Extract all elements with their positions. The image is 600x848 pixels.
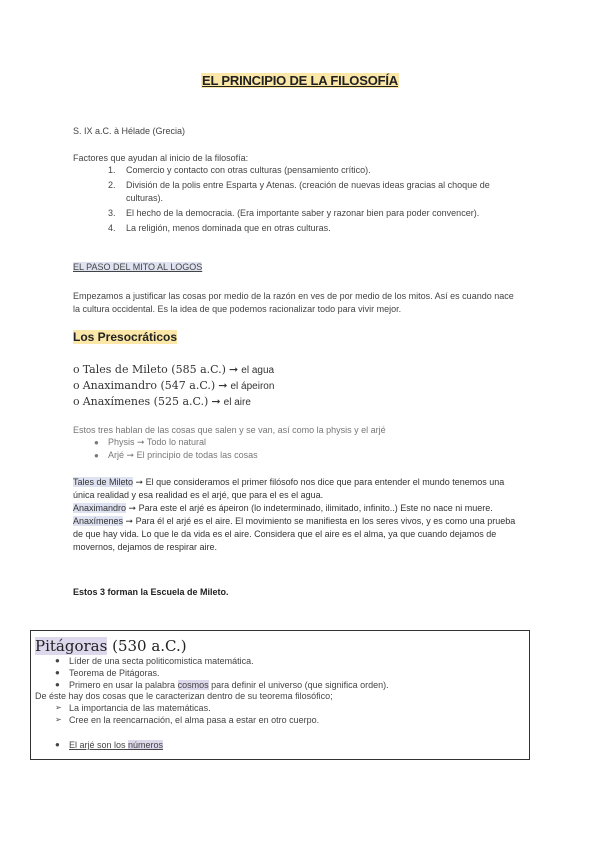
pitagoras-heading: Pitágoras (530 a.C.) bbox=[35, 637, 187, 655]
list-item: ● El arjé son los números bbox=[55, 740, 164, 750]
list-item: ● Physis ➞ Todo lo natural bbox=[94, 437, 206, 447]
list-item: o Tales de Mileto (585 a.C.) ➞ el agua bbox=[73, 363, 275, 376]
mito-logos-text: Empezamos a justificar las cosas por medio de la razón en ves de por medio de los mitos. Así es cuando nace la cultura occidental. Es la idea de que podemos racionalizar todo para vivir mejor. bbox=[73, 291, 514, 314]
section-heading-mito-logos: EL PASO DEL MITO AL LOGOS bbox=[73, 262, 203, 272]
date-line: S. IX a.C. à Hélade (Grecia) bbox=[73, 126, 186, 136]
pitagoras-subintro: De éste hay dos cosas que le caracterizan dentro de su teorema filosófico; bbox=[35, 691, 333, 701]
list-item: 4. La religión, menos dominada que en otras culturas. bbox=[108, 223, 331, 233]
tales-paragraph: Tales de Mileto ➞ El que consideramos el primer filósofo nos dice que para entender el mundo tenemos una única realidad y esa realidad es el arjé, que para el es el agua. bbox=[73, 477, 505, 500]
list-item: ● Líder de una secta politicomistica matemática. bbox=[55, 656, 254, 666]
page-title: EL PRINCIPIO DE LA FILOSOFÍA bbox=[202, 73, 398, 88]
presocraticos-list bbox=[73, 362, 274, 410]
list-item: 2. División de la polis entre Esparta y Atenas. (creación de nuevas ideas gracias al choque de culturas). bbox=[108, 180, 490, 203]
list-item: ● Primero en usar la palabra cosmos para definir el universo (que significa orden). bbox=[55, 680, 389, 690]
pitagoras-last bbox=[53, 739, 163, 751]
anaximenes-paragraph: Anaxímenes ➞ Para él el arjé es el aire. El movimiento se manifiesta en los seres vivos, y es como una prueba de que hay vida. Lo que le da vida es el aire. Considera que el aire es el alma, ya que cuando dejamos de movernos, dejamos de respirar aire. bbox=[73, 516, 516, 552]
list-item: 1. Comercio y contacto con otras culturas (pensamiento crítico). bbox=[108, 165, 371, 175]
factors-list bbox=[108, 164, 508, 235]
list-item: o Anaxímenes (525 a.C.) ➞ el aire bbox=[73, 395, 251, 408]
list-item: ➢ Cree en la reencarnación, el alma pasa a estar en otro cuerpo. bbox=[55, 715, 320, 725]
pitagoras-arrows bbox=[53, 702, 319, 726]
pitagoras-box bbox=[30, 630, 530, 760]
philosophers-detail bbox=[73, 476, 525, 554]
section-heading-presocraticos: Los Presocráticos bbox=[73, 330, 178, 344]
list-item: ● Arjé ➞ El principio de todas las cosas bbox=[94, 450, 258, 460]
list-item: o Anaximandro (547 a.C.) ➞ el ápeiron bbox=[73, 379, 275, 392]
physis-list bbox=[92, 436, 258, 462]
physis-intro: Estos tres hablan de las cosas que salen y se van, así como la physis y el arjé bbox=[73, 425, 386, 435]
factors-intro: Factores que ayudan al inicio de la filosofía: bbox=[73, 153, 249, 163]
pitagoras-bullets bbox=[53, 655, 523, 691]
list-item: ➢ La importancia de las matemáticas. bbox=[55, 703, 211, 713]
escuela-mileto-note: Estos 3 forman la Escuela de Mileto. bbox=[73, 587, 229, 597]
list-item: ● Teorema de Pitágoras. bbox=[55, 668, 160, 678]
anaximandro-paragraph: Anaximandro ➞ Para este el arjé es ápeiron (lo indeterminado, ilimitado, infinito..) Este no nace ni muere. bbox=[73, 503, 493, 513]
list-item: 3. El hecho de la democracia. (Era importante saber y razonar bien para poder convencer). bbox=[108, 208, 480, 218]
